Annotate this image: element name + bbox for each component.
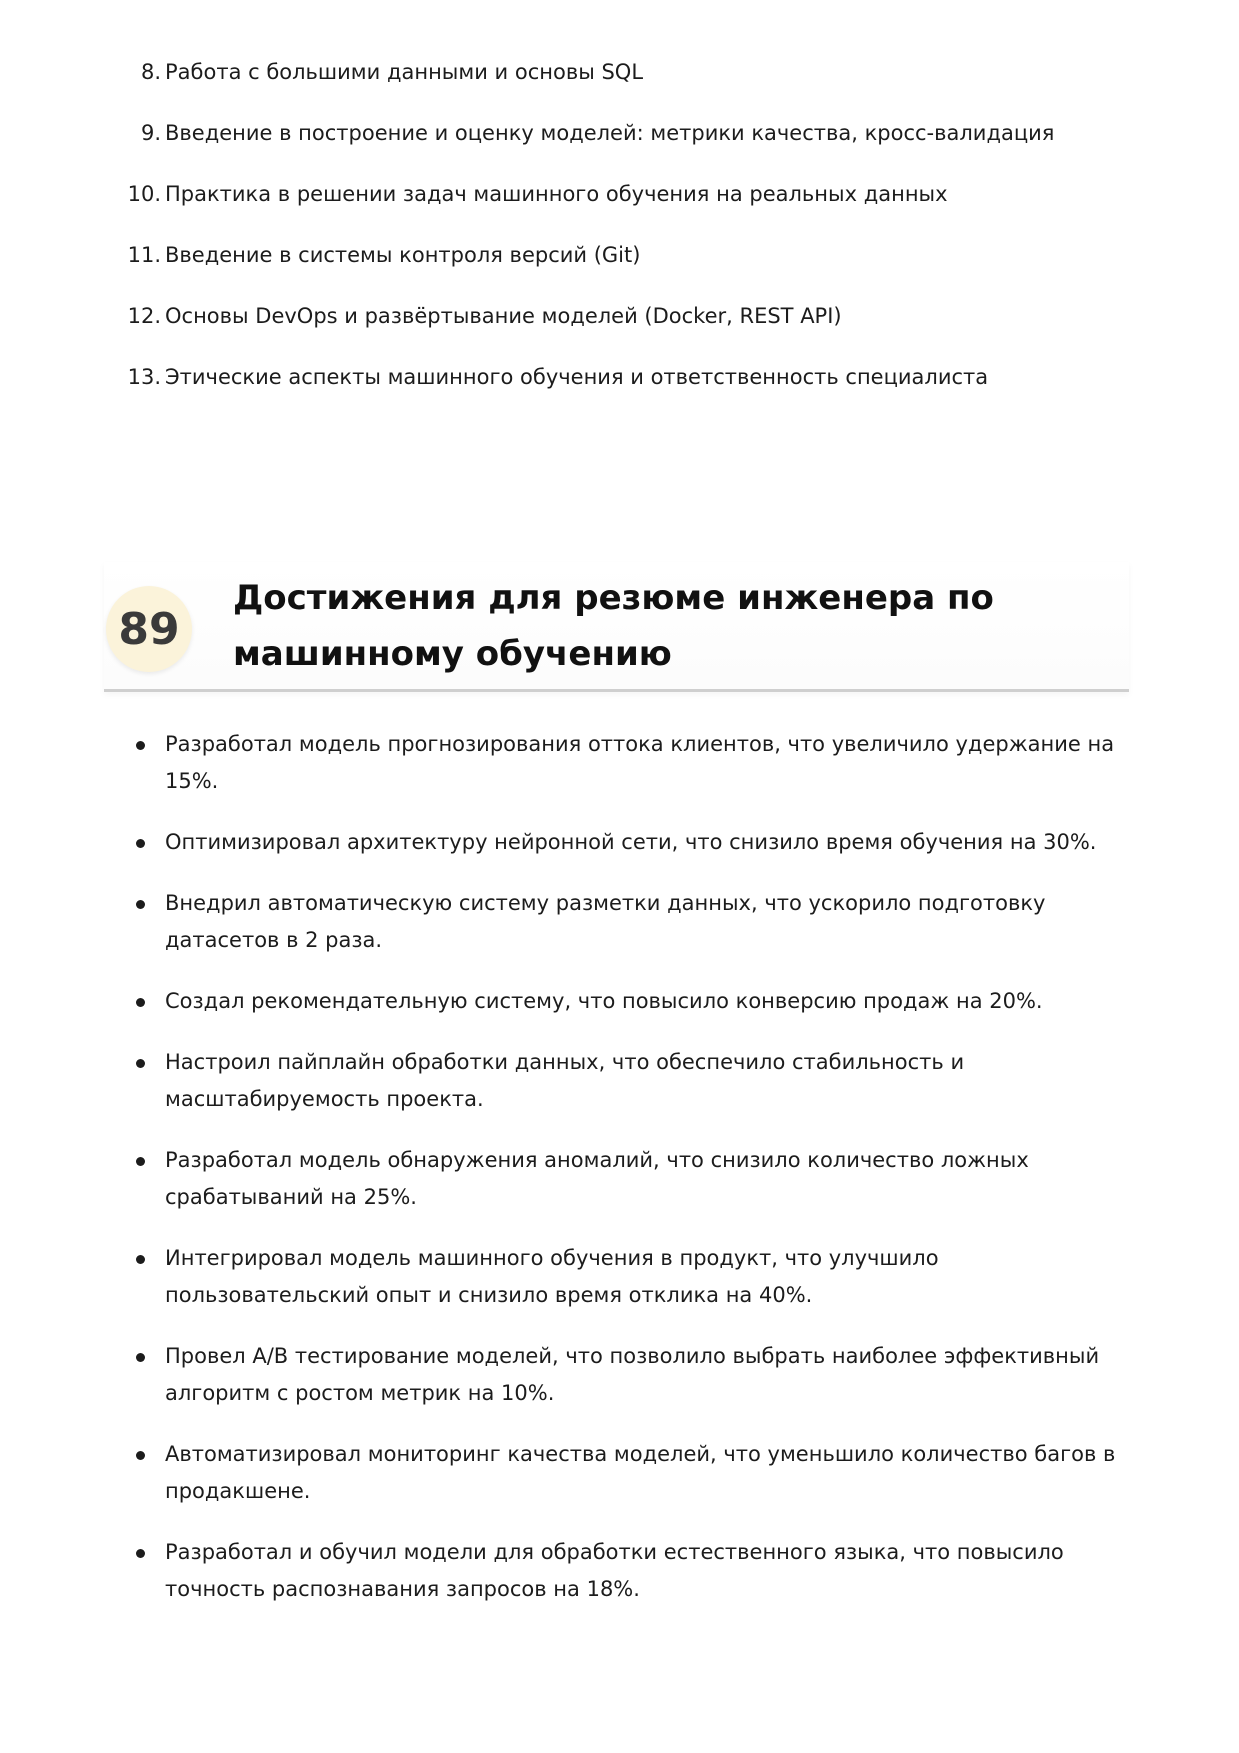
achievement-item: Разработал и обучил модели для обработки естественного языка, что повысило точность распознавания запросов на 18%. xyxy=(0,1534,1239,1608)
list-item xyxy=(0,57,1239,118)
list-item xyxy=(0,179,1239,240)
achievement-item: Автоматизировал мониторинг качества моделей, что уменьшило количество багов в продакшене. xyxy=(0,1436,1239,1510)
list-item-number: 9. xyxy=(140,121,161,145)
list-item-text: Практика в решении задач машинного обучения на реальных данных xyxy=(165,182,948,206)
numbered-topic-list xyxy=(0,57,1239,423)
achievement-item: Разработал модель обнаружения аномалий, что снизило количество ложных срабатываний на 25%. xyxy=(0,1142,1239,1216)
list-item xyxy=(0,240,1239,301)
list-item-number: 8. xyxy=(140,60,161,84)
achievement-item: Разработал модель прогнозирования оттока клиентов, что увеличило удержание на 15%. xyxy=(0,726,1239,800)
achievement-item: Оптимизировал архитектуру нейронной сети, что снизило время обучения на 30%. xyxy=(0,824,1239,861)
list-item-text: Основы DevOps и развёртывание моделей (Docker, REST API) xyxy=(165,304,842,328)
list-item-text: Работа с большими данными и основы SQL xyxy=(165,60,644,84)
achievement-item: Интегрировал модель машинного обучения в продукт, что улучшило пользовательский опыт и снизило время отклика на 40%. xyxy=(0,1240,1239,1314)
achievement-item: Внедрил автоматическую систему разметки данных, что ускорило подготовку датасетов в 2 раза. xyxy=(0,885,1239,959)
section-number-badge: 89 xyxy=(106,586,192,672)
list-item-text: Введение в построение и оценку моделей: метрики качества, кросс-валидация xyxy=(165,121,1055,145)
section-header xyxy=(104,562,1129,692)
achievements-list xyxy=(0,726,1239,1632)
list-item-number: 10. xyxy=(127,182,161,206)
list-item xyxy=(0,118,1239,179)
list-item-number: 12. xyxy=(127,304,161,328)
achievement-item: Провел A/B тестирование моделей, что позволило выбрать наиболее эффективный алгоритм с ростом метрик на 10%. xyxy=(0,1338,1239,1412)
section-title: Достижения для резюме инженера по машинному обучению xyxy=(233,578,994,674)
achievement-item: Настроил пайплайн обработки данных, что обеспечило стабильность и масштабируемость проекта. xyxy=(0,1044,1239,1118)
list-item-number: 11. xyxy=(127,243,161,267)
list-item-text: Введение в системы контроля версий (Git) xyxy=(165,243,641,267)
list-item-number: 13. xyxy=(127,365,161,389)
list-item-text: Этические аспекты машинного обучения и ответственность специалиста xyxy=(165,365,989,389)
list-item xyxy=(0,301,1239,362)
list-item xyxy=(0,362,1239,423)
achievement-item: Создал рекомендательную систему, что повысило конверсию продаж на 20%. xyxy=(0,983,1239,1020)
